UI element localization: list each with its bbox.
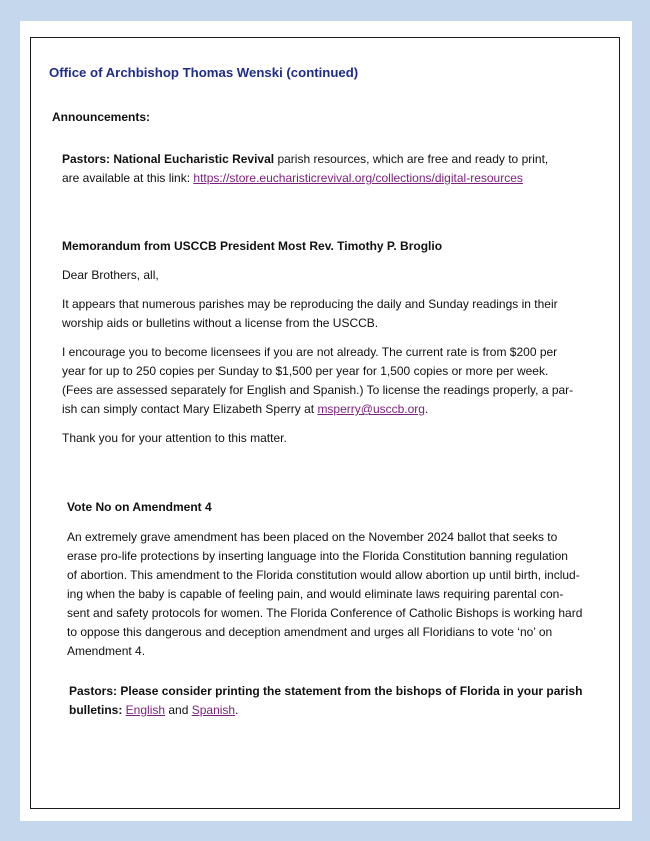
revival-name: National Eucharistic Revival (113, 152, 275, 166)
final-period: . (235, 703, 239, 717)
pastors-statement-line-1: Pastors: Please consider printing the statement from the bishops of Florida in your parish (69, 684, 583, 698)
email-link[interactable]: msperry@usccb.org (317, 402, 425, 416)
memo-thanks: Thank you for your attention to this matter. (62, 431, 287, 445)
spanish-link[interactable]: Spanish (191, 703, 236, 717)
and-text: and (165, 703, 192, 717)
memo-title: Memorandum from USCCB President Most Rev. Timothy P. Broglio (62, 239, 443, 253)
amendment-line-7: Amendment 4. (67, 644, 146, 658)
eucharistic-line-1 (62, 150, 548, 169)
memo-p2-line-2: year for up to 250 copies per Sunday to $1,500 per year for 1,500 copies or more per week. (62, 364, 549, 378)
pastors-label: Pastors: (62, 152, 111, 166)
amendment-line-5: sent and safety protocols for women. The Florida Conference of Catholic Bishops is working hard (67, 606, 583, 620)
bulletins-label: bulletins: (69, 703, 126, 717)
digital-resources-link[interactable]: https://store.eucharisticrevival.org/collections/digital-resources (193, 171, 523, 185)
memo-p2-line-1: I encourage you to become licensees if you are not already. The current rate is from $200 per (62, 345, 558, 359)
amendment-line-2: erase pro-life protections by inserting language into the Florida Constitution banning regulation (67, 549, 568, 563)
memo-p2-line-4 (62, 400, 428, 419)
announcements-label: Announcements: (52, 110, 151, 124)
memo-p2-line-3: (Fees are assessed separately for English and Spanish.) To license the readings properly, a par- (62, 383, 574, 397)
memo-p1-line-1: It appears that numerous parishes may be reproducing the daily and Sunday readings in their (62, 297, 558, 311)
eucharistic-line-1-rest: parish resources, which are free and ready to print, (274, 152, 549, 166)
document-page (20, 21, 632, 821)
memo-p2-line-4-end: . (424, 402, 429, 416)
amendment-line-4: ing when the baby is capable of feeling pain, and would eliminate laws requiring parental con- (67, 587, 564, 601)
memo-p2-line-4-text: ish can simply contact Mary Elizabeth Sperry at (62, 402, 318, 416)
english-link[interactable]: English (125, 703, 166, 717)
page-title: Office of Archbishop Thomas Wenski (continued) (49, 65, 359, 80)
eucharistic-line-2 (62, 169, 523, 188)
amendment-line-1: An extremely grave amendment has been placed on the November 2024 ballot that seeks to (67, 530, 558, 544)
eucharistic-line-2-text: are available at this link: (62, 171, 194, 185)
amendment-line-6: to oppose this dangerous and deception amendment and urges all Floridians to vote ‘no’ on (67, 625, 553, 639)
memo-greeting: Dear Brothers, all, (62, 268, 159, 282)
amendment-title: Vote No on Amendment 4 (67, 500, 212, 514)
memo-p1-line-2: worship aids or bulletins without a license from the USCCB. (62, 316, 379, 330)
pastors-statement-line-2 (69, 701, 238, 720)
amendment-line-3: of abortion. This amendment to the Florida constitution would allow abortion up until birth, includ- (67, 568, 580, 582)
